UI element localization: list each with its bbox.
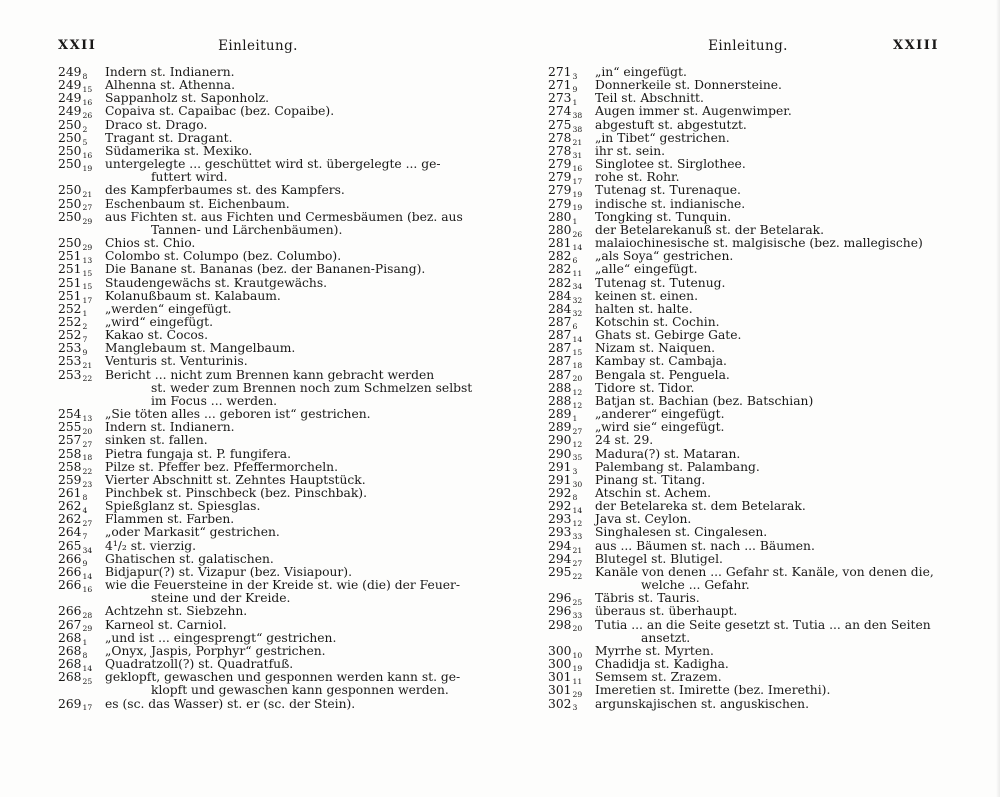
- page-line-ref: $271_9$: [548, 78, 578, 95]
- correction-text: Südamerika st. Mexiko.: [105, 143, 253, 158]
- page-line-ref: $300_{10}$: [548, 643, 583, 660]
- page-line-ref: $282_6$: [548, 249, 578, 266]
- errata-entry: [58, 183, 510, 200]
- errata-entry: [548, 604, 996, 621]
- errata-entry: [548, 211, 996, 224]
- errata-entry: [548, 433, 996, 450]
- errata-entry: [548, 540, 996, 553]
- errata-entry: [548, 303, 996, 316]
- page-line-ref: $289_1$: [548, 407, 578, 423]
- errata-entry: [58, 158, 510, 184]
- page-line-ref: $287_{20}$: [548, 367, 583, 384]
- correction-text: Nizam st. Naiquen.: [595, 341, 716, 356]
- errata-entry: [548, 290, 996, 303]
- page-line-ref: $253_{21}$: [58, 354, 93, 371]
- correction-text: untergelegte ... geschüttet wird st. übergelegte ... ge- futtert wird.: [105, 157, 441, 185]
- errata-entry: [58, 448, 510, 461]
- page-line-ref: $287_{14}$: [548, 328, 583, 345]
- correction-text: Palembang st. Palambang.: [595, 459, 760, 474]
- page-line-ref: $266_{14}$: [58, 564, 93, 581]
- correction-text: Pinchbek st. Pinschbeck (bez. Pinschbak).: [105, 486, 367, 500]
- errata-entry: [58, 354, 510, 371]
- correction-text: Indern st. Indianern.: [105, 65, 235, 79]
- errata-entry: [548, 369, 996, 382]
- page-line-ref: $296_{33}$: [548, 604, 583, 621]
- page-line-ref: $279_{17}$: [548, 170, 583, 187]
- page-line-ref: $249_{26}$: [58, 104, 93, 121]
- errata-entry: [548, 698, 996, 711]
- correction-text: wie die Feuersteine in der Kreide st. wie (die) der Feuer- steine und der Kreide.: [105, 578, 461, 606]
- page-line-ref: $278_{21}$: [548, 130, 583, 147]
- errata-entry: [58, 104, 510, 121]
- errata-entry: [58, 461, 510, 474]
- errata-entry: [58, 433, 510, 450]
- page-line-ref: $261_8$: [58, 486, 88, 502]
- page-line-ref: $300_{19}$: [548, 657, 583, 673]
- correction-text: der Betelareka st. dem Betelarak.: [595, 499, 806, 514]
- page-line-ref: $252_2$: [58, 314, 88, 331]
- page-line-ref: $268_8$: [58, 643, 88, 660]
- page-line-ref: $266_{16}$: [58, 578, 93, 594]
- errata-entry: [548, 683, 996, 700]
- page-line-ref: $295_{22}$: [548, 564, 583, 581]
- errata-entry: [548, 354, 996, 371]
- correction-text: „alle“ eingefügt.: [595, 262, 698, 277]
- correction-text: rohe st. Rohr.: [595, 170, 680, 185]
- page-line-ref: $288_{12}$: [548, 393, 583, 410]
- errata-entry: [58, 290, 510, 303]
- correction-text: Copaiva st. Capaibac (bez. Copaibe).: [105, 104, 335, 119]
- correction-text: Spießglanz st. Spiesglas.: [105, 499, 261, 514]
- errata-entry: [58, 303, 510, 316]
- correction-text: Täbris st. Tauris.: [595, 591, 700, 606]
- errata-entry: [58, 262, 510, 279]
- correction-text: „anderer“ eingefügt.: [595, 407, 725, 422]
- correction-text: Colombo st. Columpo (bez. Columbo).: [105, 249, 342, 264]
- page-line-ref: $249_{15}$: [58, 78, 93, 95]
- page-line-ref: $294_{21}$: [548, 538, 583, 555]
- correction-text: geklopft, gewaschen und gesponnen werden kann st. ge- klopft und gewaschen kann gesponnen werden.: [105, 670, 461, 698]
- correction-text: „und ist ... eingesprengt“ gestrichen.: [105, 630, 337, 645]
- correction-text: Pilze st. Pfeffer bez. Pfeffermorcheln.: [105, 459, 339, 474]
- page-line-ref: $282_{34}$: [548, 275, 583, 292]
- page-line-ref: $267_{29}$: [58, 617, 93, 634]
- errata-list-right: [548, 66, 996, 711]
- page-line-ref: $301_{29}$: [548, 683, 583, 700]
- correction-text: Atschin st. Achem.: [595, 486, 712, 500]
- page-line-ref: $251_{15}$: [58, 275, 93, 292]
- page-line-ref: $284_{32}$: [548, 288, 583, 305]
- page-line-ref: $257_{27}$: [58, 433, 93, 450]
- page-line-ref: $250_2$: [58, 117, 88, 134]
- page-line-ref: $281_{14}$: [548, 236, 583, 252]
- correction-text: Pietra fungaja st. P. fungifera.: [105, 446, 292, 461]
- errata-entry: [58, 132, 510, 145]
- page-line-ref: $287_{18}$: [548, 354, 583, 371]
- page-line-ref: $250_{27}$: [58, 196, 93, 213]
- errata-entry: [548, 183, 996, 200]
- correction-text: Batjan st. Bachian (bez. Batschian): [595, 393, 814, 408]
- errata-entry: [58, 632, 510, 645]
- page-line-ref: $252_7$: [58, 328, 88, 345]
- correction-text: „wird“ eingefügt.: [105, 314, 214, 329]
- errata-entry: [58, 698, 510, 711]
- correction-text: Sappanholz st. Saponholz.: [105, 91, 270, 106]
- page-line-ref: $268_1$: [58, 630, 88, 647]
- page-line-ref: $291_3$: [548, 459, 578, 476]
- correction-text: Singhalesen st. Cingalesen.: [595, 525, 768, 540]
- page-line-ref: $259_{23}$: [58, 472, 93, 489]
- page-line-ref: $250_5$: [58, 130, 88, 147]
- page-line-ref: $265_{34}$: [58, 538, 93, 555]
- correction-text: Kambay st. Cambaja.: [595, 354, 727, 369]
- errata-entry: [58, 119, 510, 132]
- correction-text: „Onyx, Jaspis, Porphyr“ gestrichen.: [105, 643, 326, 658]
- page-line-ref: $252_1$: [58, 301, 88, 318]
- correction-text: „wird sie“ eingefügt.: [595, 420, 725, 435]
- correction-text: Eschenbaum st. Eichenbaum.: [105, 196, 290, 211]
- page-line-ref: $296_{25}$: [548, 591, 583, 608]
- page-line-ref: $250_{21}$: [58, 183, 93, 200]
- page-line-ref: $275_{38}$: [548, 117, 583, 134]
- page-line-ref: $280_1$: [548, 209, 578, 226]
- correction-text: Alhenna st. Athenna.: [105, 78, 236, 93]
- page-line-ref: $262_{27}$: [58, 512, 93, 529]
- correction-text: Bericht ... nicht zum Brennen kann gebracht werden st. weder zum Brennen noch zum Schmelzen selbst im Focus ... werden.: [105, 367, 473, 408]
- page-line-ref: $292_{14}$: [548, 499, 583, 516]
- correction-text: Donnerkeile st. Donnersteine.: [595, 78, 782, 93]
- correction-text: Myrrhe st. Myrten.: [595, 643, 714, 658]
- page-line-ref: $269_{17}$: [58, 696, 93, 713]
- errata-entry: [58, 540, 510, 553]
- errata-entry: [548, 448, 996, 461]
- errata-entry: [548, 566, 996, 592]
- errata-entry: [548, 461, 996, 474]
- correction-text: „in“ eingefügt.: [595, 65, 687, 79]
- page-line-ref: $250_{29}$: [58, 209, 93, 226]
- correction-text: ihr st. sein.: [595, 143, 666, 158]
- correction-text: Ghats st. Gebirge Gate.: [595, 328, 742, 343]
- correction-text: abgestuft st. abgestutzt.: [595, 117, 747, 132]
- page-line-ref: $250_{16}$: [58, 143, 93, 160]
- correction-text: 24 st. 29.: [595, 433, 654, 448]
- page-line-ref: $258_{18}$: [58, 446, 93, 463]
- correction-text: Teil st. Abschnitt.: [595, 91, 704, 106]
- correction-text: „oder Markasit“ gestrichen.: [105, 525, 280, 540]
- page-line-ref: $278_{31}$: [548, 143, 583, 160]
- errata-entry: [548, 619, 996, 645]
- page-line-ref: $294_{27}$: [548, 551, 583, 568]
- correction-text: „Sie töten alles ... geboren ist“ gestrichen.: [105, 407, 371, 422]
- errata-entry: [548, 277, 996, 290]
- page-line-ref: $298_{20}$: [548, 617, 583, 634]
- correction-text: „als Soya“ gestrichen.: [595, 249, 734, 264]
- correction-text: aus Fichten st. aus Fichten und Cermesbäumen (bez. aus Tannen- und Lärchenbäumen).: [105, 209, 463, 237]
- errata-entry: [58, 553, 510, 566]
- page-line-ref: $292_8$: [548, 486, 578, 502]
- page-line-ref: $258_{22}$: [58, 459, 93, 476]
- correction-text: Ghatischen st. galatischen.: [105, 551, 274, 566]
- page-line-ref: $274_{38}$: [548, 104, 583, 121]
- correction-text: 4¹/₂ st. vierzig.: [105, 538, 197, 553]
- correction-text: überaus st. überhaupt.: [595, 604, 738, 619]
- errata-entry: [548, 382, 996, 395]
- errata-entry: [548, 104, 996, 121]
- correction-text: „in Tibet“ gestrichen.: [595, 130, 730, 145]
- page-line-ref: $290_{12}$: [548, 433, 583, 450]
- correction-text: der Betelarekanuß st. der Betelarak.: [595, 222, 825, 237]
- page-line-ref: $289_{27}$: [548, 420, 583, 437]
- correction-text: Kotschin st. Cochin.: [595, 314, 720, 329]
- page-line-ref: $253_{22}$: [58, 367, 93, 384]
- page-line-ref: $282_{11}$: [548, 262, 583, 279]
- correction-text: des Kampferbaumes st. des Kampfers.: [105, 183, 345, 198]
- correction-text: sinken st. fallen.: [105, 433, 208, 448]
- correction-text: Kakao st. Cocos.: [105, 328, 209, 343]
- correction-text: Chadidja st. Kadigha.: [595, 657, 729, 672]
- page-line-ref: $268_{14}$: [58, 657, 93, 673]
- correction-text: Imeretien st. Imirette (bez. Imerethi).: [595, 683, 831, 698]
- correction-text: Tongking st. Tunquin.: [595, 209, 732, 224]
- page-line-ref: $301_{11}$: [548, 670, 583, 687]
- correction-text: Draco st. Drago.: [105, 117, 208, 132]
- folio-number-left: XXII: [58, 38, 97, 53]
- errata-entry: [58, 525, 510, 542]
- correction-text: Quadratzoll(?) st. Quadratfuß.: [105, 657, 294, 672]
- page-line-ref: $271_3$: [548, 65, 578, 81]
- page-line-ref: $250_{19}$: [58, 157, 93, 173]
- correction-text: keinen st. einen.: [595, 288, 698, 303]
- errata-entry: [58, 579, 510, 605]
- page-line-ref: $251_{13}$: [58, 249, 93, 266]
- correction-text: Die Banane st. Bananas (bez. der Bananen-Pisang).: [105, 262, 426, 277]
- errata-entry: [58, 277, 510, 290]
- page-line-ref: $254_{13}$: [58, 407, 93, 423]
- page-line-ref: $268_{25}$: [58, 670, 93, 687]
- correction-text: aus ... Bäumen st. nach ... Bäumen.: [595, 538, 815, 553]
- correction-text: Tutenag st. Tutenug.: [595, 275, 726, 290]
- correction-text: argunskajischen st. anguskischen.: [595, 696, 810, 711]
- correction-text: Bidjapur(?) st. Vizapur (bez. Visiapour).: [105, 564, 353, 579]
- running-title-right: Einleitung.: [708, 38, 788, 54]
- errata-entry: [548, 132, 996, 145]
- page-line-ref: $293_{33}$: [548, 525, 583, 542]
- errata-list-left: [58, 66, 510, 711]
- page-line-ref: $302_3$: [548, 696, 578, 713]
- correction-text: Staudengewächs st. Krautgewächs.: [105, 275, 328, 290]
- errata-entry: [58, 671, 510, 697]
- errata-entry: [58, 211, 510, 237]
- errata-entry: [548, 119, 996, 132]
- correction-text: Tutenag st. Turenaque.: [595, 183, 741, 198]
- correction-text: Chios st. Chio.: [105, 236, 196, 251]
- page-line-ref: $251_{17}$: [58, 288, 93, 305]
- correction-text: es (sc. das Wasser) st. er (sc. der Stein).: [105, 696, 356, 711]
- page-line-ref: $288_{12}$: [548, 380, 583, 397]
- correction-text: Kolanußbaum st. Kalabaum.: [105, 288, 281, 303]
- page-line-ref: $253_9$: [58, 341, 88, 358]
- page-line-ref: $284_{32}$: [548, 301, 583, 318]
- correction-text: Venturis st. Venturinis.: [105, 354, 248, 369]
- page-line-ref: $249_{16}$: [58, 91, 93, 108]
- correction-text: Semsem st. Zrazem.: [595, 670, 722, 685]
- page-line-ref: $262_4$: [58, 499, 88, 516]
- page-line-ref: $250_{29}$: [58, 236, 93, 252]
- correction-text: Augen immer st. Augenwimper.: [595, 104, 792, 119]
- page-line-ref: $279_{19}$: [548, 183, 583, 200]
- correction-text: „werden“ eingefügt.: [105, 301, 232, 316]
- correction-text: Karneol st. Carniol.: [105, 617, 227, 632]
- correction-text: halten st. halte.: [595, 301, 693, 316]
- correction-text: Bengala st. Penguela.: [595, 367, 730, 382]
- errata-entry: [58, 604, 510, 621]
- page-line-ref: $280_{26}$: [548, 222, 583, 239]
- page-line-ref: $249_8$: [58, 65, 88, 81]
- page-line-ref: $287_{15}$: [548, 341, 583, 358]
- errata-entry: [548, 525, 996, 542]
- page-line-ref: $266_{28}$: [58, 604, 93, 621]
- correction-text: Java st. Ceylon.: [595, 512, 692, 527]
- correction-text: Kanäle von denen ... Gefahr st. Kanäle, von denen die, welche ... Gefahr.: [595, 564, 934, 593]
- page-line-ref: $266_9$: [58, 551, 88, 568]
- correction-text: Singlotee st. Sirglothee.: [595, 157, 746, 172]
- errata-entry: [548, 553, 996, 566]
- page-line-ref: $287_6$: [548, 314, 578, 331]
- correction-text: Flammen st. Farben.: [105, 512, 235, 527]
- errata-entry: [548, 262, 996, 279]
- correction-text: Indern st. Indianern.: [105, 420, 235, 435]
- correction-text: Manglebaum st. Mangelbaum.: [105, 341, 296, 356]
- correction-text: Blutegel st. Blutigel.: [595, 551, 723, 566]
- correction-text: Tragant st. Dragant.: [105, 130, 233, 145]
- page-line-ref: $251_{15}$: [58, 262, 93, 279]
- page-line-ref: $255_{20}$: [58, 420, 93, 437]
- page-line-ref: $264_7$: [58, 525, 88, 542]
- correction-text: Pinang st. Titang.: [595, 472, 706, 487]
- correction-text: Achtzehn st. Siebzehn.: [105, 604, 248, 619]
- folio-number-right: XXIII: [893, 38, 939, 53]
- page-line-ref: $273_1$: [548, 91, 578, 108]
- page-line-ref: $279_{19}$: [548, 196, 583, 213]
- correction-text: malaiochinesische st. malgisische (bez. mallegische): [595, 236, 923, 251]
- errata-entry: [548, 198, 996, 211]
- correction-text: indische st. indianische.: [595, 196, 746, 211]
- running-title-left: Einleitung.: [218, 38, 298, 54]
- correction-text: Tidore st. Tidor.: [595, 380, 695, 395]
- correction-text: Madura(?) st. Mataran.: [595, 446, 741, 461]
- page-line-ref: $290_{35}$: [548, 446, 583, 463]
- errata-entry: [58, 619, 510, 632]
- page-line-ref: $279_{16}$: [548, 157, 583, 173]
- errata-entry: [58, 369, 510, 408]
- page-line-ref: $291_{30}$: [548, 472, 583, 489]
- correction-text: Tutia ... an die Seite gesetzt st. Tutia ... an den Seiten ansetzt.: [595, 617, 931, 645]
- errata-entry: [58, 198, 510, 211]
- correction-text: Vierter Abschnitt st. Zehntes Hauptstück.: [105, 472, 366, 487]
- page-line-ref: $293_{12}$: [548, 512, 583, 529]
